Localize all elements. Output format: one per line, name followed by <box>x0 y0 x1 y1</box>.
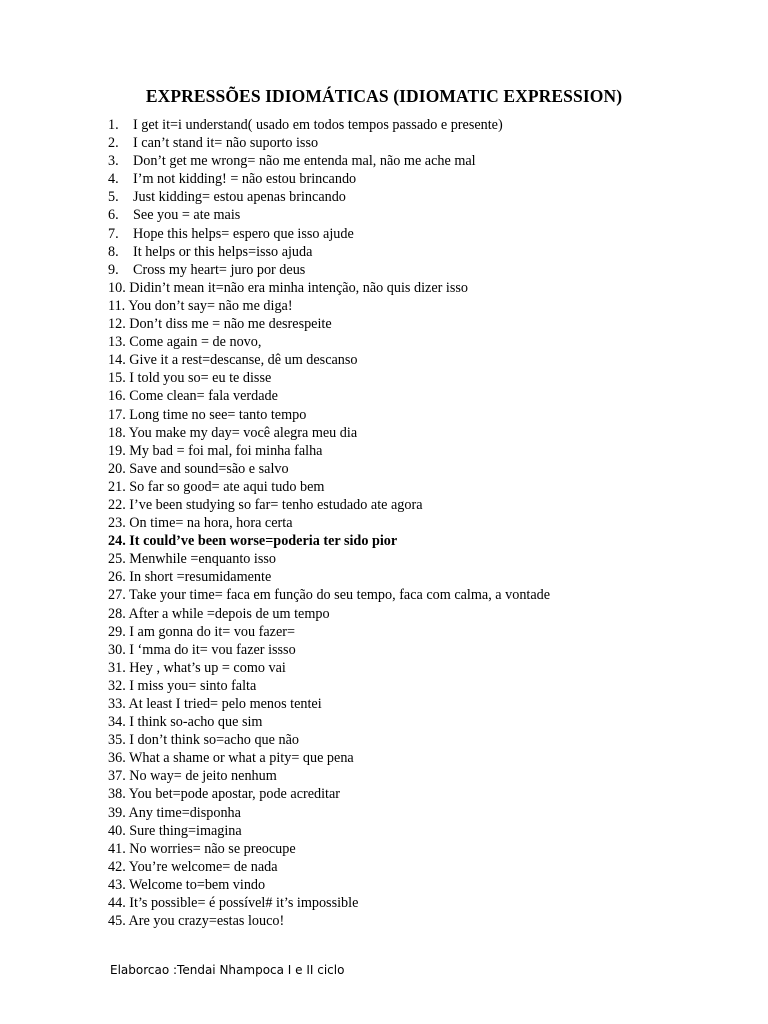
list-item <box>108 641 550 659</box>
footer-credit: Elaborcao :Tendai Nhampoca I e II ciclo <box>110 963 345 977</box>
list-item-text: On time= na hora, hora certa <box>129 515 293 532</box>
list-item-number: 7. <box>108 225 119 242</box>
list-item-text: I miss you= sinto falta <box>129 677 257 694</box>
list-item-number: 3. <box>108 153 119 170</box>
list-item-text: It helps or this helps=isso ajuda <box>133 243 313 260</box>
list-item-number: 10. <box>108 279 126 296</box>
list-item-text: No worries= não se preocupe <box>129 840 296 857</box>
list-item-number: 8. <box>108 243 119 260</box>
list-item <box>108 695 550 713</box>
list-item <box>108 333 550 351</box>
list-item-text: So far so good= ate aqui tudo bem <box>129 478 325 495</box>
list-item-text: It could’ve been worse=poderia ter sido pior <box>129 533 398 550</box>
list-item <box>108 478 550 496</box>
list-item-number: 29. <box>108 623 126 640</box>
list-item <box>108 170 550 188</box>
list-item-text: Just kidding= estou apenas brincando <box>133 189 346 206</box>
list-item <box>108 822 550 840</box>
list-item-text: After a while =depois de um tempo <box>128 605 330 622</box>
list-item-number: 26. <box>108 569 126 586</box>
list-item-text: I am gonna do it= vou fazer= <box>129 623 295 640</box>
list-item <box>108 677 550 695</box>
list-item-text: Are you crazy=estas louco! <box>128 913 285 930</box>
list-item <box>108 785 550 803</box>
list-item <box>108 351 550 369</box>
list-item-number: 24. <box>108 533 126 550</box>
list-item-number: 18. <box>108 424 126 441</box>
list-item <box>108 460 550 478</box>
list-item-text: Hey , what’s up = como vai <box>129 659 286 676</box>
list-item-number: 22. <box>108 496 126 513</box>
list-item-text: Sure thing=imagina <box>129 822 242 839</box>
list-item-number: 12. <box>108 316 126 333</box>
list-item-text: Welcome to=bem vindo <box>129 876 266 893</box>
list-item <box>108 586 550 604</box>
list-item-text: I think so-acho que sim <box>129 714 263 731</box>
list-item-text: Take your time= faca em função do seu tempo, faca com calma, a vontade <box>129 587 551 604</box>
list-item-text: I get it=i understand( usado em todos tempos passado e presente) <box>133 117 503 133</box>
list-item-number: 32. <box>108 677 126 694</box>
list-item <box>108 731 550 749</box>
list-item-text: I’m not kidding! = não estou brincando <box>133 171 357 188</box>
list-item-text: See you = ate mais <box>133 207 241 224</box>
list-item <box>108 496 550 514</box>
list-item-text: What a shame or what a pity= que pena <box>129 750 354 767</box>
list-item <box>108 623 550 641</box>
list-item-number: 6. <box>108 207 119 224</box>
list-item-number: 25. <box>108 551 126 568</box>
list-item-text: Come again = de novo, <box>129 334 262 351</box>
list-item-number: 38. <box>108 786 126 803</box>
list-item-text: I’ve been studying so far= tenho estudado ate agora <box>129 496 423 513</box>
list-item-number: 16. <box>108 388 126 405</box>
list-item-number: 45. <box>108 913 126 930</box>
list-item <box>108 206 550 224</box>
list-item <box>108 406 550 424</box>
list-item <box>108 550 550 568</box>
list-item-number: 2. <box>108 135 119 152</box>
list-item-text: Don’t get me wrong= não me entenda mal, não me ache mal <box>133 153 476 170</box>
list-item <box>108 134 550 152</box>
list-item <box>108 514 550 532</box>
list-item <box>108 387 550 405</box>
list-item-number: 15. <box>108 370 126 387</box>
list-item-text: You don’t say= não me diga! <box>128 297 293 314</box>
list-item-text: It’s possible= é possível# it’s impossible <box>129 895 359 912</box>
list-item <box>108 840 550 858</box>
list-item <box>108 315 550 333</box>
list-item-number: 1. <box>108 117 119 133</box>
list-item-text: I don’t think so=acho que não <box>129 732 299 749</box>
list-item-number: 31. <box>108 659 126 676</box>
list-item-number: 28. <box>108 605 126 622</box>
list-item-text: At least I tried= pelo menos tentei <box>128 696 322 712</box>
list-item-text: In short =resumidamente <box>129 569 272 586</box>
list-item-number: 4. <box>108 171 119 188</box>
list-item-text: Didin’t mean it=não era minha intenção, não quis dizer isso <box>129 279 468 296</box>
list-item-number: 13. <box>108 334 126 351</box>
list-item-number: 11. <box>108 297 126 314</box>
list-item <box>108 225 550 243</box>
list-item <box>108 713 550 731</box>
list-item <box>108 749 550 767</box>
list-item-number: 9. <box>108 261 119 278</box>
list-item-number: 23. <box>108 515 126 532</box>
list-item-number: 44. <box>108 895 126 912</box>
list-item-number: 5. <box>108 189 119 206</box>
list-item <box>108 568 550 586</box>
list-item-text: No way= de jeito nenhum <box>129 768 277 785</box>
list-item-text: My bad = foi mal, foi minha falha <box>129 442 323 459</box>
list-item-text: Any time=disponha <box>128 804 241 821</box>
list-item-number: 33. <box>108 696 126 712</box>
list-item <box>108 804 550 822</box>
list-item-text: Give it a rest=descanse, dê um descanso <box>129 352 358 369</box>
list-item-text: I told you so= eu te disse <box>129 370 272 387</box>
list-item-number: 43. <box>108 876 126 893</box>
page-title: EXPRESSÕES IDIOMÁTICAS (IDIOMATIC EXPRESSION) <box>145 86 623 106</box>
list-item-text: Come clean= fala verdade <box>129 388 278 405</box>
list-item <box>108 659 550 677</box>
list-item-text: You bet=pode apostar, pode acreditar <box>128 786 341 803</box>
list-item <box>108 424 550 442</box>
list-item-number: 27. <box>108 587 126 604</box>
list-item-number: 35. <box>108 732 126 749</box>
list-item <box>108 894 550 912</box>
list-item-text: You’re welcome= de nada <box>128 858 278 875</box>
list-item-text: Menwhile =enquanto isso <box>129 551 276 568</box>
list-item-number: 14. <box>108 352 126 369</box>
list-item-number: 21. <box>108 478 126 495</box>
list-item-number: 17. <box>108 406 126 423</box>
list-item <box>108 116 550 134</box>
list-item-number: 36. <box>108 750 126 767</box>
list-item-number: 37. <box>108 768 126 785</box>
list-item-number: 39. <box>108 804 126 821</box>
list-item-number: 42. <box>108 858 126 875</box>
list-item-number: 40. <box>108 822 126 839</box>
list-item <box>108 297 550 315</box>
list-item <box>108 767 550 785</box>
list-item <box>108 605 550 623</box>
list-item-text: Long time no see= tanto tempo <box>129 406 307 423</box>
list-item-number: 20. <box>108 460 126 477</box>
list-item <box>108 532 550 550</box>
list-item <box>108 912 550 930</box>
list-item-text: Cross my heart= juro por deus <box>133 261 306 278</box>
list-item-number: 30. <box>108 641 126 658</box>
list-item-text: You make my day= você alegra meu dia <box>128 424 358 441</box>
list-item-number: 19. <box>108 442 126 459</box>
list-item-number: 41. <box>108 840 126 857</box>
list-item <box>108 442 550 460</box>
list-item <box>108 188 550 206</box>
list-item-text: Hope this helps= espero que isso ajude <box>133 225 354 242</box>
list-item-number: 34. <box>108 714 126 731</box>
list-item-text: I ‘mma do it= vou fazer issso <box>129 641 296 658</box>
list-item <box>108 261 550 279</box>
list-item <box>108 369 550 387</box>
list-item <box>108 876 550 894</box>
list-item-text: Don’t diss me = não me desrespeite <box>129 316 332 333</box>
list-item-text: Save and sound=são e salvo <box>129 460 289 477</box>
list-item <box>108 243 550 261</box>
list-item <box>108 279 550 297</box>
list-item <box>108 858 550 876</box>
list-item-text: I can’t stand it= não suporto isso <box>133 135 319 152</box>
list-item <box>108 152 550 170</box>
expression-list <box>108 116 550 930</box>
